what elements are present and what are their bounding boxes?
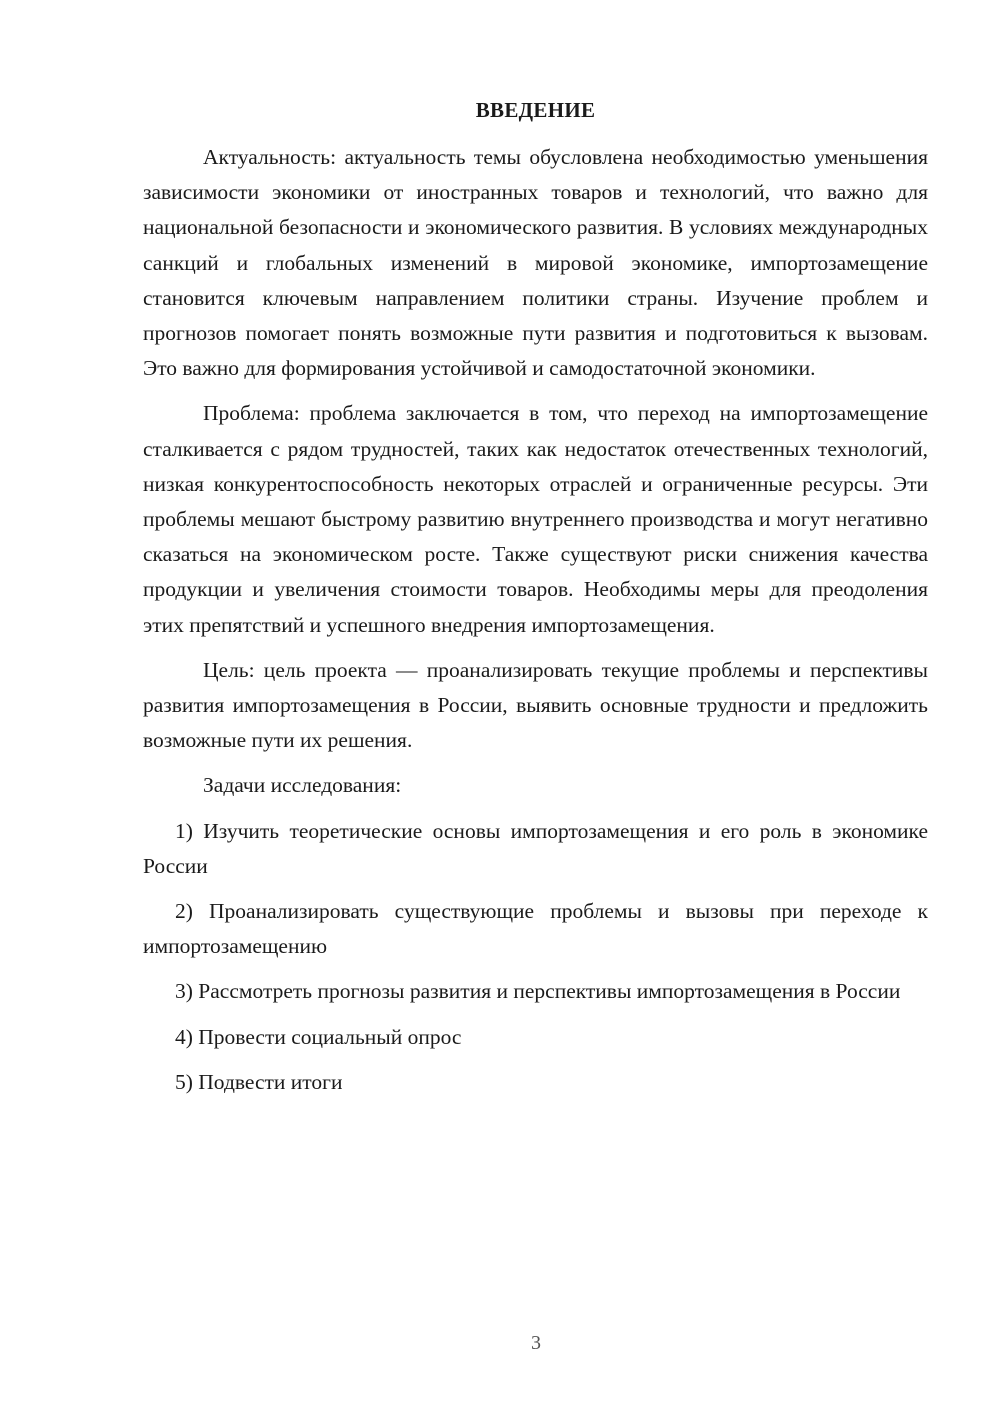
task-item: 3) Рассмотреть прогнозы развития и перспективы импортозамещения в России: [175, 979, 901, 1004]
page-number: 3: [531, 1332, 541, 1354]
tasks-heading: Задачи исследования:: [203, 773, 402, 798]
task-item: 5) Подвести итоги: [175, 1069, 343, 1094]
section-heading: ВВЕДЕНИЕ: [475, 98, 596, 122]
task-item: 2) Проанализировать существующие проблемы и вызовы при переходе к импортозамещению: [143, 899, 928, 959]
paragraph-goal: Цель: цель проекта — проанализировать текущие проблемы и перспективы развития импортозамещения в России, выявить основные трудности и предложить возможные пути их решения.: [143, 657, 928, 753]
page-content: [143, 94, 928, 1110]
paragraph-relevance: Актуальность: актуальность темы обусловлена необходимостью уменьшения зависимости экономики от иностранных товаров и технологий, что важно для национальной безопасности и экономического развития. В условиях международных санкций и глобальных изменений в мировой экономике, импортозамещение становится ключевым направлением политики страны. Изучение проблем и прогнозов помогает понять возможные пути развития и подготовиться к вызовам. Это важно для формирования устойчивой и самодостаточной экономики.: [143, 145, 928, 381]
task-item: 1) Изучить теоретические основы импортозамещения и его роль в экономике России: [143, 818, 928, 878]
paragraph-problem: Проблема: проблема заключается в том, что переход на импортозамещение сталкивается с рядом трудностей, таких как недостаток отечественных технологий, низкая конкурентоспособность некоторых отраслей и ограниченные ресурсы. Эти проблемы мешают быстрому развитию внутреннего производства и могут негативно сказаться на экономическом росте. Также существуют риски снижения качества продукции и увеличения стоимости товаров. Необходимы меры для преодоления этих препятствий и успешного внедрения импортозамещения.: [143, 401, 928, 637]
tasks-list: [143, 814, 928, 1100]
task-item: 4) Провести социальный опрос: [175, 1024, 462, 1049]
